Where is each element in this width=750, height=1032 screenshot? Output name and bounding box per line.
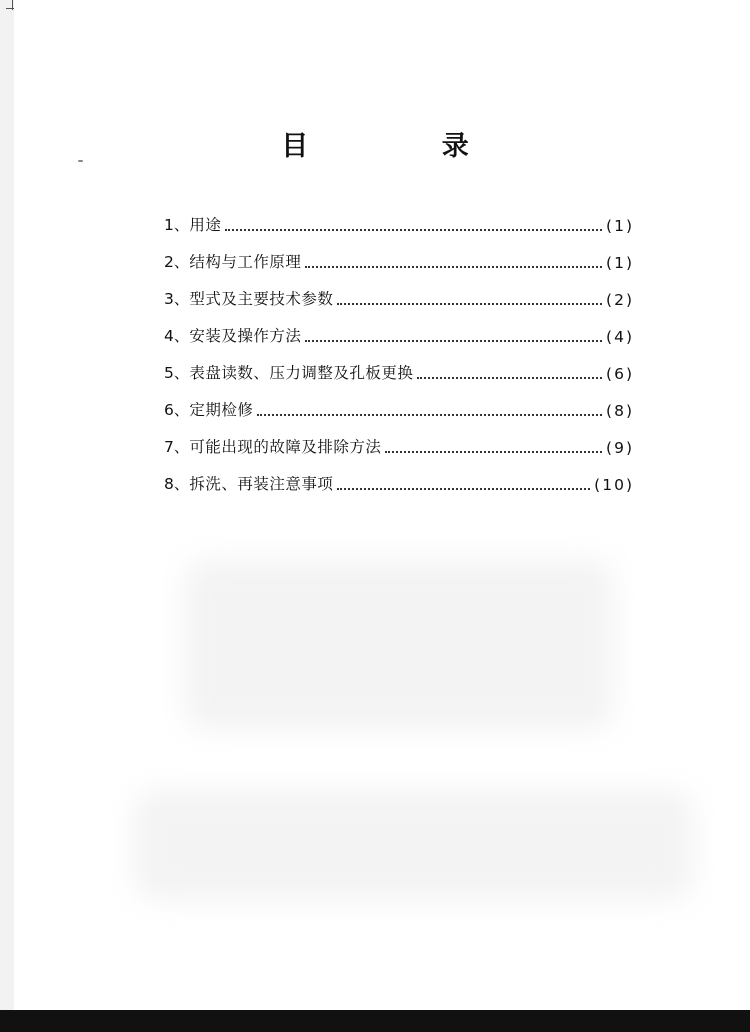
toc-entry-title: 型式及主要技术参数 (189, 290, 334, 308)
toc-entry-title: 可能出现的故障及排除方法 (189, 438, 382, 456)
page-title: 目 录 (281, 131, 531, 162)
toc-entry-number: 3、 (164, 290, 190, 308)
toc-entry-number: 6、 (164, 401, 190, 419)
toc-entry-number: 8、 (164, 475, 190, 493)
toc-leader-dots (257, 413, 602, 416)
toc-entry-number: 7、 (164, 438, 190, 456)
toc-entry-title: 用途 (189, 216, 222, 234)
toc-entry[interactable] (164, 198, 634, 235)
toc-entry-page: (10) (594, 476, 634, 494)
toc-leader-dots (337, 302, 602, 305)
toc-leader-dots (337, 487, 590, 490)
toc-entry[interactable] (164, 383, 634, 420)
bleed-through-text-shadow (134, 790, 694, 900)
toc-entry-page: (8) (606, 402, 634, 420)
toc-entry-number: 1、 (164, 216, 190, 234)
toc-entry[interactable] (164, 420, 634, 457)
toc-entry-page: (9) (606, 439, 634, 457)
toc-leader-dots (305, 265, 602, 268)
toc-entry-title: 定期检修 (189, 401, 254, 419)
scanner-bed-edge (0, 1010, 750, 1032)
toc-leader-dots (225, 228, 602, 231)
toc-entry-title: 表盘读数、压力调整及孔板更换 (189, 364, 414, 382)
toc-entry-number: 5、 (164, 364, 190, 382)
toc-entry[interactable] (164, 272, 634, 309)
toc-entry-title: 拆洗、再装注意事项 (189, 475, 334, 493)
toc-entry-title: 结构与工作原理 (189, 253, 302, 271)
bleed-through-shadow (184, 560, 614, 730)
crop-mark-vertical (12, 0, 13, 10)
toc-entry-number: 4、 (164, 327, 190, 345)
toc-entry-page: (4) (606, 328, 634, 346)
toc-entry-page: (1) (606, 217, 634, 235)
toc-entry[interactable] (164, 309, 634, 346)
toc-entry-title: 安装及操作方法 (189, 327, 302, 345)
toc-entry-number: 2、 (164, 253, 190, 271)
table-of-contents (164, 198, 634, 494)
toc-entry[interactable] (164, 346, 634, 383)
toc-entry-page: (6) (606, 365, 634, 383)
toc-entry-page: (2) (606, 291, 634, 309)
toc-leader-dots (417, 376, 602, 379)
toc-leader-dots (305, 339, 602, 342)
toc-entry-page: (1) (606, 254, 634, 272)
toc-entry[interactable] (164, 235, 634, 272)
toc-entry[interactable] (164, 457, 634, 494)
toc-leader-dots (385, 450, 602, 453)
